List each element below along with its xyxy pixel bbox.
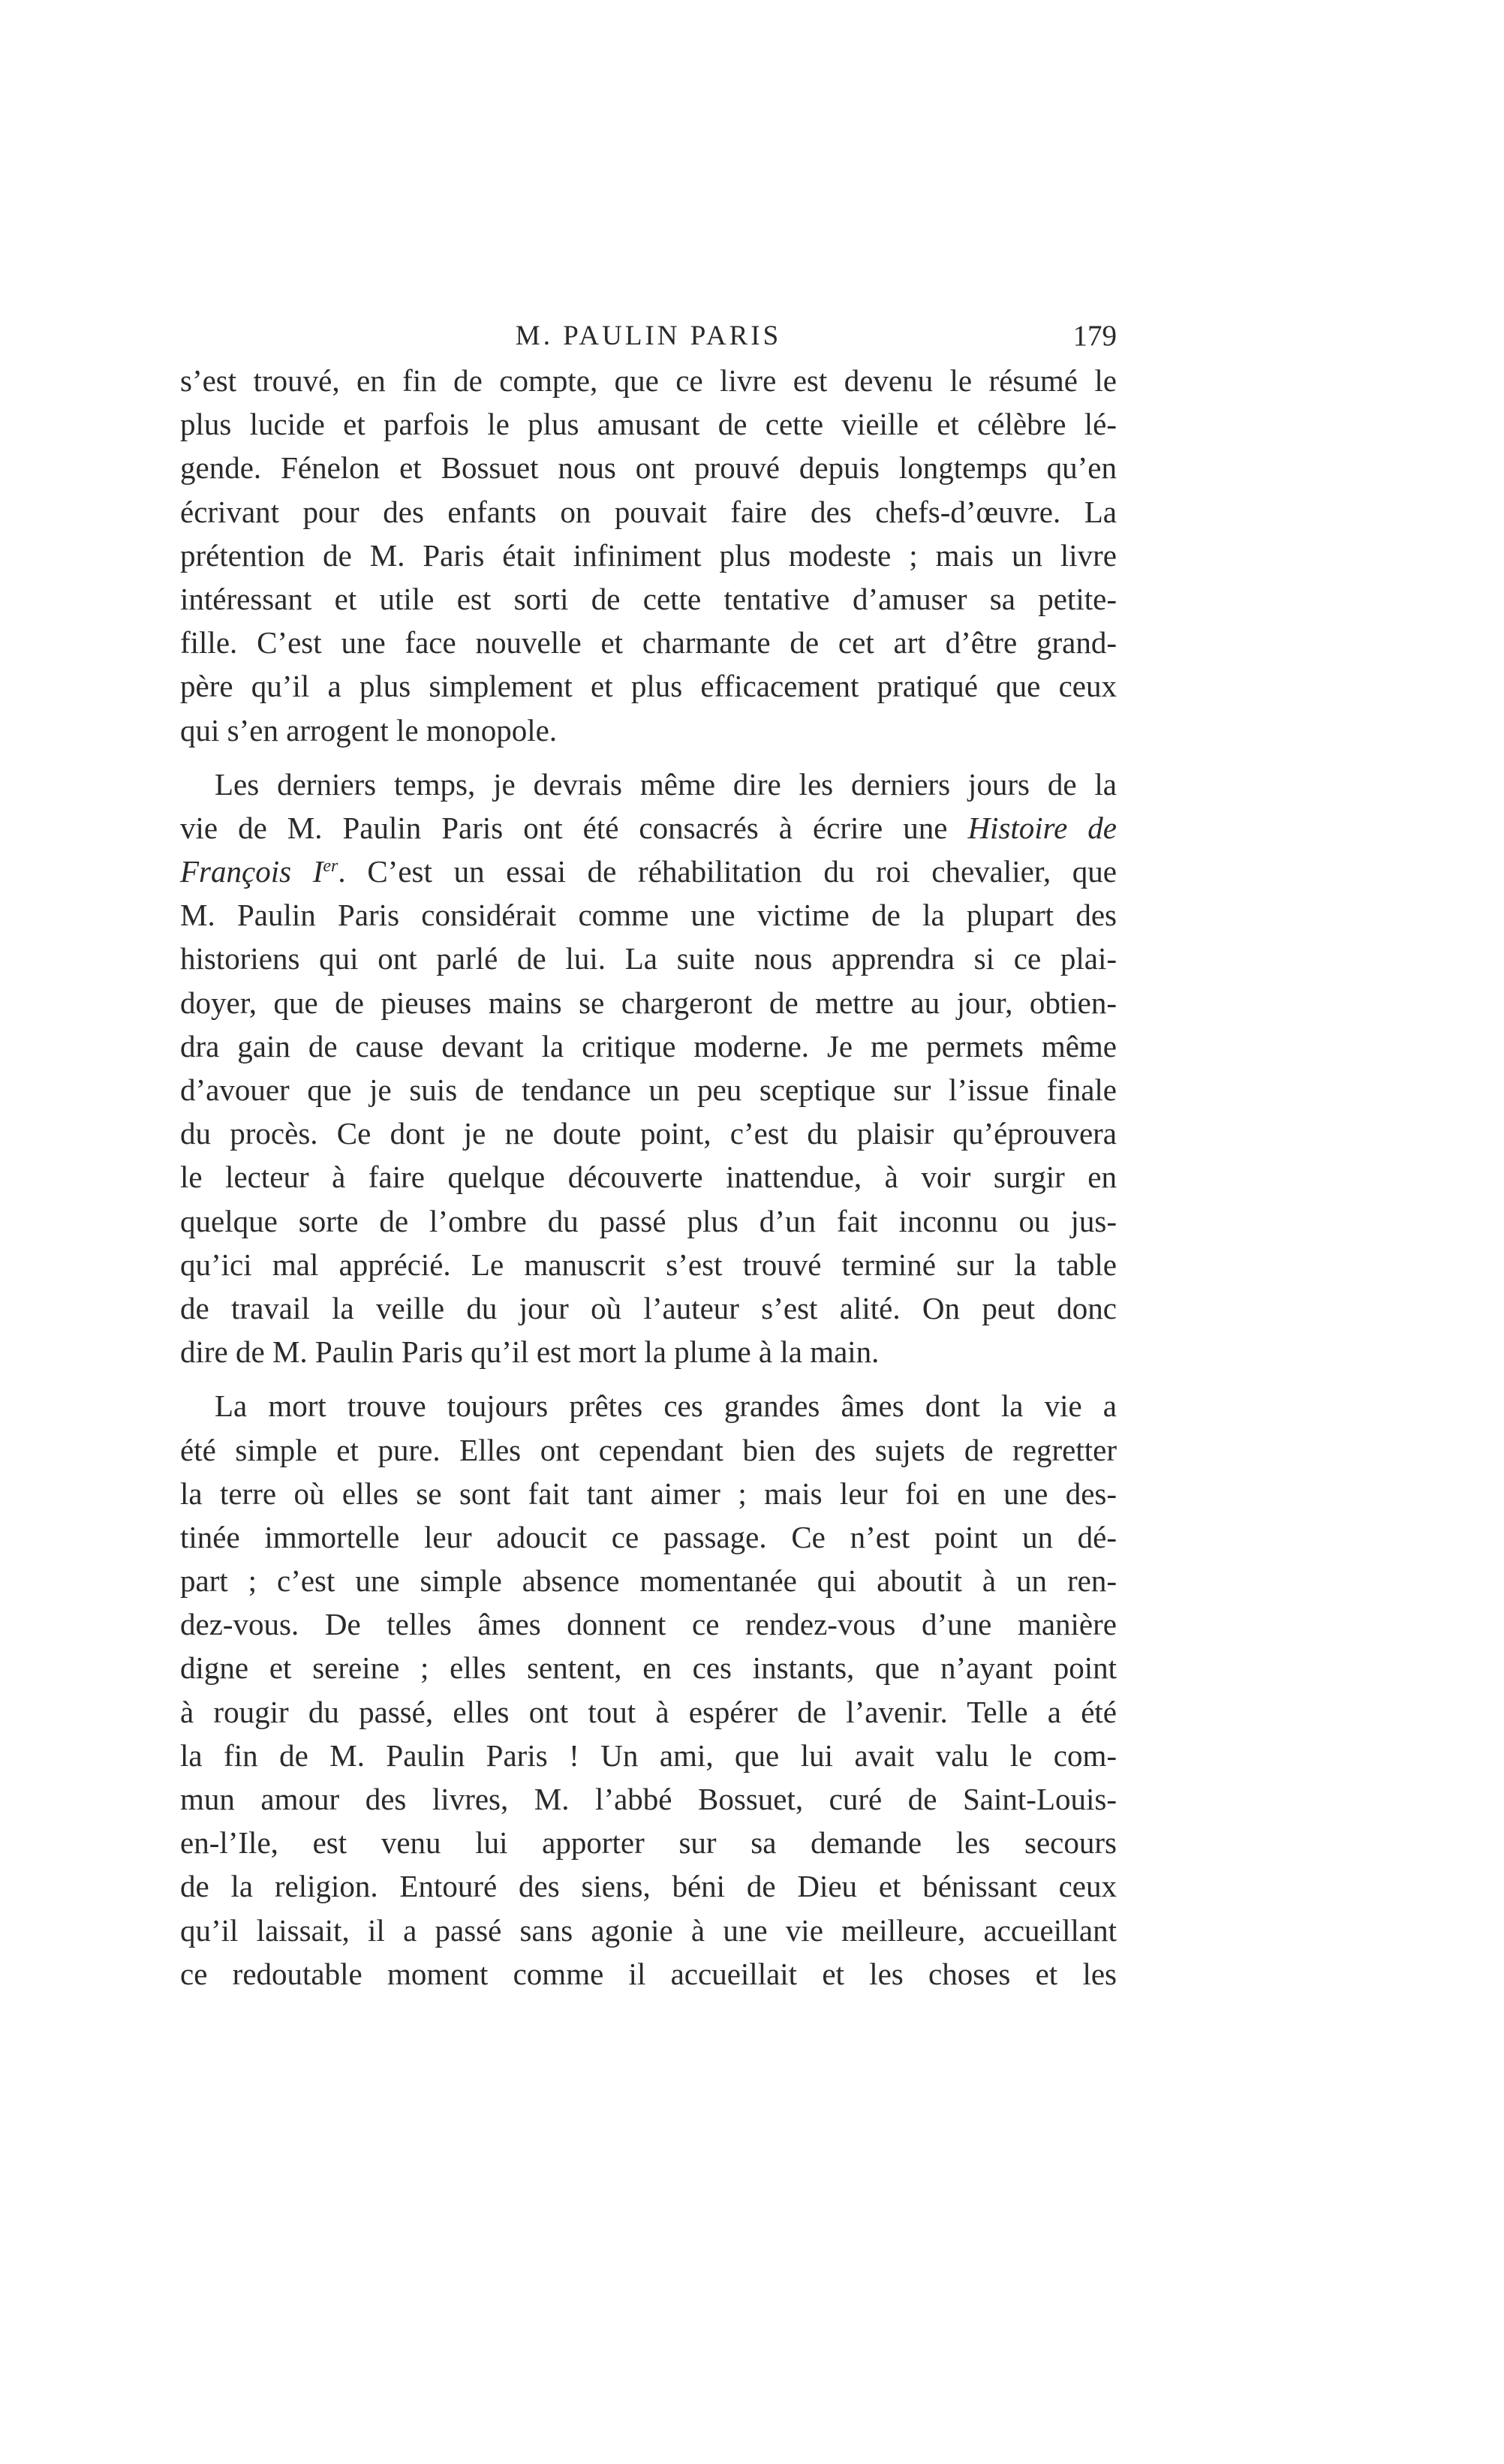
text-line: de travail la veille du jour où l’auteur s’est alité. On peut donc	[180, 1290, 1117, 1325]
paragraph-gap	[180, 1373, 1117, 1384]
text-line: de la religion. Entouré des siens, béni de Dieu et bénissant ceux	[180, 1869, 1117, 1904]
text-line: en-l’Ile, est venu lui apporter sur sa demande les secours	[180, 1825, 1117, 1861]
running-title: M. PAULIN PARIS	[515, 320, 782, 351]
paragraph-gap	[180, 752, 1117, 763]
book-title-italic	[180, 854, 338, 889]
text-line: prétention de M. Paris était infiniment plus modeste ; mais un livre	[180, 537, 1117, 573]
text-line: qu’il laissait, il a passé sans agonie à une vie meilleure, accueillant	[180, 1912, 1117, 1948]
body-text	[180, 359, 1117, 1996]
text-fragment: vie de M. Paulin Paris ont été consacrés à écrire une	[180, 810, 948, 845]
text-line: mun amour des livres, M. l’abbé Bossuet, curé de Saint-Louis-	[180, 1782, 1117, 1816]
text-line: à rougir du passé, elles ont tout à espérer de l’avenir. Telle a été	[180, 1694, 1117, 1729]
text-line	[180, 850, 1117, 893]
text-line: s’est trouvé, en fin de compte, que ce livre est devenu le résumé le	[180, 363, 1117, 398]
text-line: dra gain de cause devant la critique moderne. Je me permets même	[180, 1028, 1117, 1064]
text-line: fille. C’est une face nouvelle et charmante de cet art d’être grand-	[180, 625, 1117, 660]
text-line: écrivant pour des enfants on pouvait faire des chefs-d’œuvre. La	[180, 494, 1117, 529]
text-line: père qu’il a plus simplement et plus efficacement pratiqué que ceux	[180, 669, 1117, 704]
text-line: historiens qui ont parlé de lui. La suite nous apprendra si ce plai-	[180, 941, 1117, 976]
text-line: intéressant et utile est sorti de cette tentative d’amuser sa petite-	[180, 581, 1117, 616]
text-line: la terre où elles se sont fait tant aimer ; mais leur foi en une des-	[180, 1476, 1117, 1511]
text-line: du procès. Ce dont je ne doute point, c’est du plaisir qu’éprouvera	[180, 1116, 1117, 1151]
text-line: La mort trouve toujours prêtes ces grandes âmes dont la vie a	[215, 1388, 1117, 1424]
text-line: doyer, que de pieuses mains se chargeront de mettre au jour, obtien-	[180, 985, 1117, 1020]
text-fragment: . C’est un essai de réhabilitation du roi chevalier, que	[338, 854, 1117, 889]
running-head	[180, 314, 1117, 359]
text-line: Les derniers temps, je devrais même dire les derniers jours de la	[215, 766, 1117, 802]
text-line: d’avouer que je suis de tendance un peu sceptique sur l’issue finale	[180, 1073, 1117, 1107]
text-line	[180, 806, 1117, 850]
text-line: dire de M. Paulin Paris qu’il est mort la plume à la main.	[180, 1334, 880, 1370]
text-line: le lecteur à faire quelque découverte inattendue, à voir surgir en	[180, 1160, 1117, 1195]
title-superscript: er	[323, 856, 338, 877]
text-line: quelque sorte de l’ombre du passé plus d’un fait inconnu ou jus-	[180, 1203, 1117, 1238]
text-line: été simple et pure. Elles ont cependant bien des sujets de regretter	[180, 1432, 1117, 1467]
page-number: 179	[1072, 320, 1117, 352]
text-line: part ; c’est une simple absence momentanée qui aboutit à un ren-	[180, 1563, 1117, 1599]
text-line: qui s’en arrogent le monopole.	[180, 712, 558, 748]
text-line: ce redoutable moment comme il accueillait et les choses et les	[180, 1956, 1117, 1991]
book-title-italic: Histoire de	[967, 810, 1117, 845]
text-line: la fin de M. Paulin Paris ! Un ami, que lui avait valu le com-	[180, 1737, 1117, 1773]
text-line: dez-vous. De telles âmes donnent ce rendez-vous d’une manière	[180, 1607, 1117, 1642]
text-line: digne et sereine ; elles sentent, en ces instants, que n’ayant point	[180, 1650, 1117, 1686]
text-line: plus lucide et parfois le plus amusant de cette vieille et célèbre lé-	[180, 407, 1117, 442]
text-line: gende. Fénelon et Bossuet nous ont prouvé depuis longtemps qu’en	[180, 450, 1117, 486]
text-line: M. Paulin Paris considérait comme une victime de la plupart des	[180, 898, 1117, 933]
text-line: tinée immortelle leur adoucit ce passage. Ce n’est point un dé-	[180, 1519, 1117, 1554]
title-text: François I	[180, 854, 323, 889]
text-line: qu’ici mal apprécié. Le manuscrit s’est trouvé terminé sur la table	[180, 1247, 1117, 1282]
